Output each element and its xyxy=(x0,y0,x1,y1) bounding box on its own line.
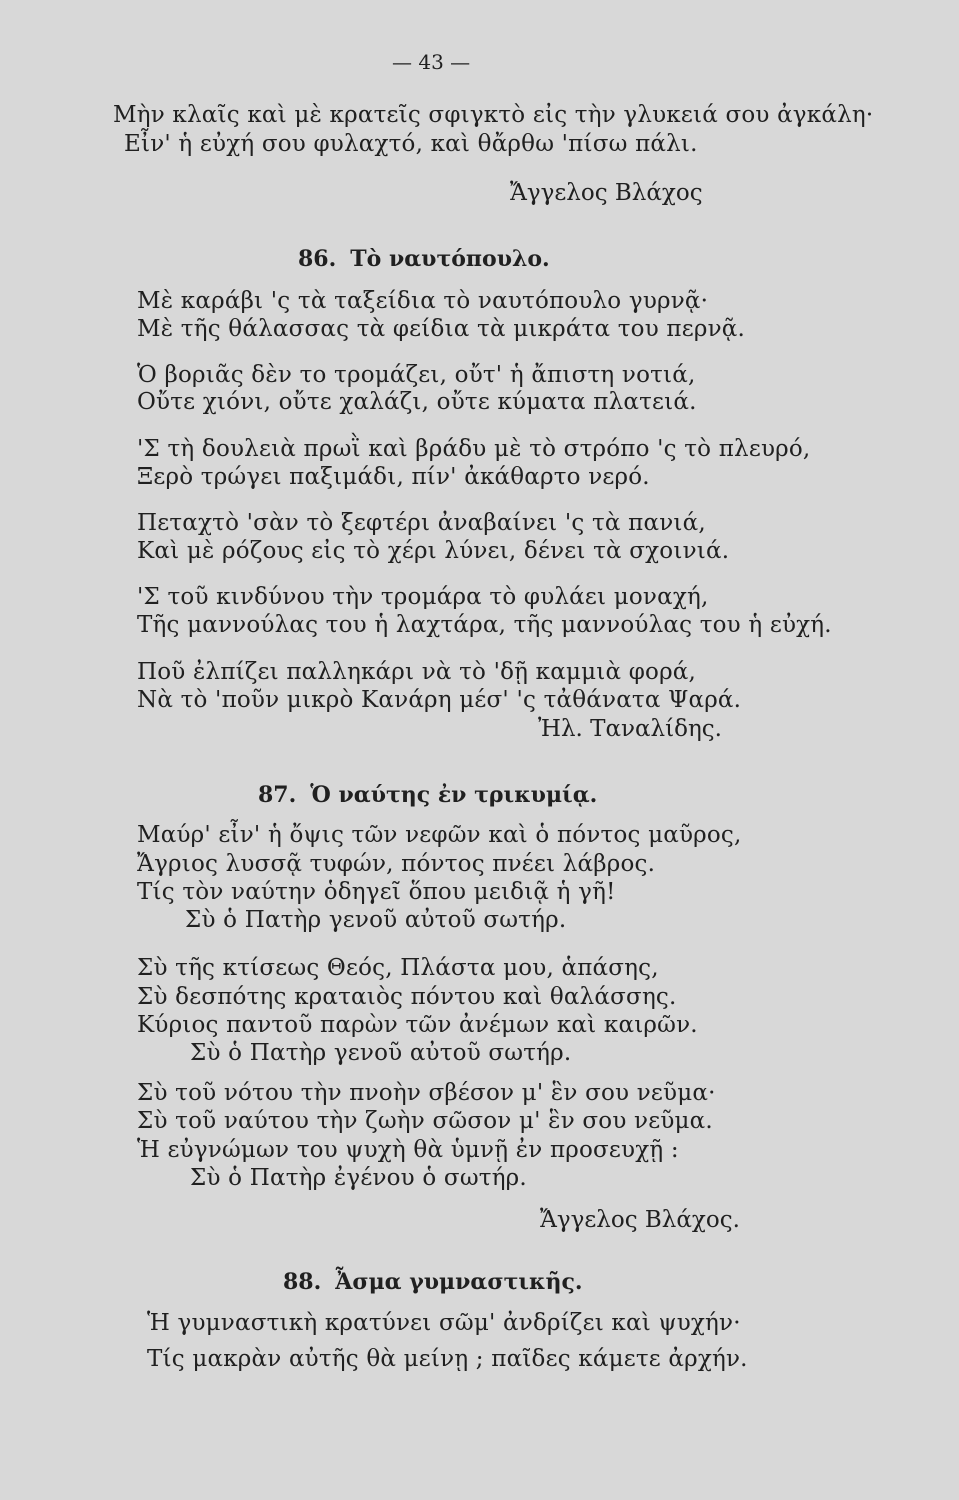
poem-line: Μαύρ' εἶν' ἡ ὄψις τῶν νεφῶν καὶ ὁ πόντος μαῦρος, xyxy=(137,822,742,848)
poem-line: Ἄγριος λυσσᾷ τυφών, πόντος πνέει λάβρος. xyxy=(137,851,656,877)
poem-line: Σὺ τῆς κτίσεως Θεός, Πλάστα μου, ἁπάσης, xyxy=(137,955,659,981)
poem-author: Ἠλ. Ταναλίδης. xyxy=(538,716,722,742)
poem-line: Ὁ βοριᾶς δὲν το τρομάζει, οὔτ' ἡ ἄπιστη νοτιά, xyxy=(137,362,696,388)
poem-author: Ἄγγελος Βλάχος. xyxy=(540,1207,740,1233)
poem-line: Μὲ καράβι 'ς τὰ ταξείδια τὸ ναυτόπουλο γυρνᾷ· xyxy=(137,288,709,314)
poem-line: Σὺ ὁ Πατὴρ γενοῦ αὐτοῦ σωτήρ. xyxy=(190,1040,572,1066)
poem-line: Ἡ εὐγνώμων του ψυχὴ θὰ ὑμνῇ ἐν προσευχῇ : xyxy=(137,1137,679,1163)
poem-heading xyxy=(258,782,597,808)
poem-line: Ξερὸ τρώγει παξιμάδι, πίν' ἀκάθαρτο νερό. xyxy=(137,464,650,490)
poem-line: Ἡ γυμναστικὴ κρατύνει σῶμ' ἀνδρίζει καὶ ψυχήν· xyxy=(147,1310,741,1336)
poem-line: Τῆς μαννούλας του ἡ λαχτάρα, τῆς μαννούλας του ἡ εὐχή. xyxy=(137,612,832,638)
poem-number: 88. xyxy=(283,1269,322,1295)
page-number: — 43 — xyxy=(392,50,471,74)
poem-title: Ἆσμα γυμναστικῆς. xyxy=(335,1269,583,1295)
poem-line: Οὔτε χιόνι, οὔτε χαλάζι, οὔτε κύματα πλατειά. xyxy=(137,389,697,415)
poem-heading xyxy=(283,1269,583,1295)
poem-line: Σὺ δεσπότης κραταιὸς πόντου καὶ θαλάσσης. xyxy=(137,984,677,1010)
poem-line: Μὴν κλαῖς καὶ μὲ κρατεῖς σφιγκτὸ εἰς τὴν γλυκειά σου ἀγκάλη· xyxy=(113,102,874,128)
poem-author: Ἄγγελος Βλάχος xyxy=(510,180,703,206)
poem-line: Πεταχτὸ 'σὰν τὸ ξεφτέρι ἀναβαίνει 'ς τὰ πανιά, xyxy=(137,510,706,536)
poem-line: Τίς τὸν ναύτην ὁδηγεῖ ὅπου μειδιᾷ ἡ γῆ! xyxy=(137,879,616,905)
poem-line: Καὶ μὲ ρόζους εἰς τὸ χέρι λύνει, δένει τὰ σχοινιά. xyxy=(137,538,730,564)
poem-number: 86. xyxy=(298,246,337,272)
poem-line: Σὺ ὁ Πατὴρ ἐγένου ὁ σωτήρ. xyxy=(190,1165,527,1191)
poem-line: Νὰ τὸ 'ποῦν μικρὸ Κανάρη μέσ' 'ς τἀθάνατα Ψαρά. xyxy=(137,687,742,713)
poem-line: 'Σ τοῦ κινδύνου τὴν τρομάρα τὸ φυλάει μοναχή, xyxy=(137,584,709,610)
poem-line: Μὲ τῆς θάλασσας τὰ φείδια τὰ μικράτα του περνᾷ. xyxy=(137,316,745,342)
poem-title: Ὁ ναύτης ἐν τρικυμίᾳ. xyxy=(310,782,598,808)
poem-line: Εἶν' ἡ εὐχή σου φυλαχτό, καὶ θἄρθω 'πίσω πάλι. xyxy=(124,131,698,157)
poem-heading xyxy=(298,246,550,272)
poem-line: Σὺ ὁ Πατὴρ γενοῦ αὐτοῦ σωτήρ. xyxy=(185,907,567,933)
poem-line: Σὺ τοῦ νότου τὴν πνοὴν σβέσον μ' ἓν σου νεῦμα· xyxy=(137,1080,716,1106)
poem-line: Τίς μακρὰν αὐτῆς θὰ μείνῃ ; παῖδες κάμετε ἀρχήν. xyxy=(147,1346,748,1372)
poem-line: 'Σ τὴ δουλειὰ πρωῒ καὶ βράδυ μὲ τὸ στρόπο 'ς τὸ πλευρό, xyxy=(137,436,811,462)
poem-line: Κύριος παντοῦ παρὼν τῶν ἀνέμων καὶ καιρῶν. xyxy=(137,1012,698,1038)
poem-line: Ποῦ ἐλπίζει παλληκάρι νὰ τὸ 'δῇ καμμιὰ φορά, xyxy=(137,659,697,685)
poem-line: Σὺ τοῦ ναύτου τὴν ζωὴν σῶσον μ' ἓν σου νεῦμα. xyxy=(137,1108,713,1134)
poem-title: Τὸ ναυτόπουλο. xyxy=(350,246,550,272)
poem-number: 87. xyxy=(258,782,297,808)
